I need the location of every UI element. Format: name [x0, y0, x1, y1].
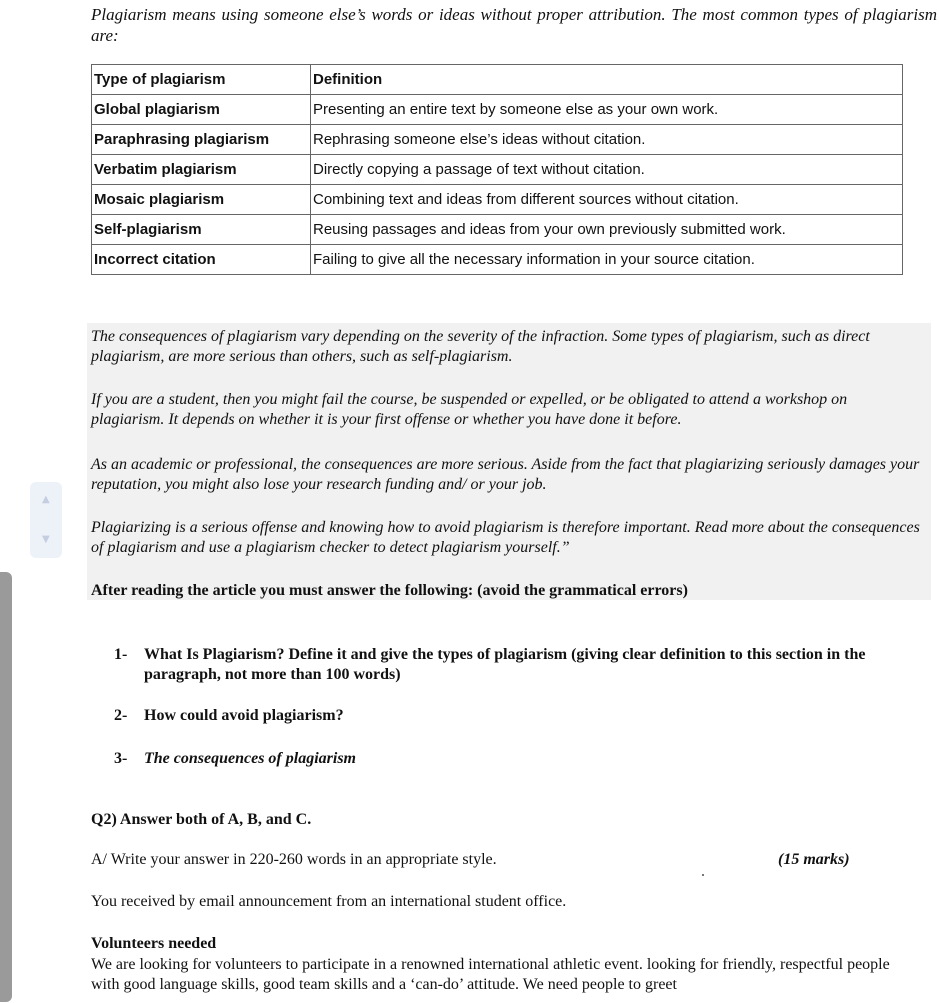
table-header-definition: Definition: [311, 65, 903, 95]
table-header-row: [92, 65, 903, 95]
table-row: [92, 245, 903, 275]
table-row: [92, 125, 903, 155]
chevron-down-icon[interactable]: ▼: [42, 534, 50, 545]
window-edge: [0, 572, 12, 1002]
marks-label: (15 marks): [778, 851, 850, 868]
table-cell-definition: Rephrasing someone else’s ideas without citation.: [311, 125, 903, 155]
table-cell-definition: Reusing passages and ideas from your own previously submitted work.: [311, 215, 903, 245]
table-header-type: Type of plagiarism: [92, 65, 311, 95]
table-row: [92, 215, 903, 245]
table-cell-definition: Presenting an entire text by someone else as your own work.: [311, 95, 903, 125]
table-row: [92, 155, 903, 185]
q2-heading: Q2) Answer both of A, B, and C.: [91, 811, 312, 828]
plagiarism-types-table: [91, 64, 903, 275]
volunteers-heading: Volunteers needed: [91, 935, 217, 952]
answer-instruction: After reading the article you must answer the following: (avoid the grammatical errors): [91, 582, 688, 599]
table-cell-type: Mosaic plagiarism: [92, 185, 311, 215]
table-cell-definition: Failing to give all the necessary information in your source citation.: [311, 245, 903, 275]
table-row: [92, 185, 903, 215]
volunteers-text: We are looking for volunteers to participate in a renowned international athletic event. looking for friendly, respectful people with good language skills, good team skills and a ‘can-do’ attitude. We need people to greet: [91, 956, 890, 993]
consequences-paragraph-2: If you are a student, then you might fail the course, be suspended or expelled, or be obligated to attend a workshop on plagiarism. It depends on whether it is your first offense or whether you have done it before.: [91, 391, 848, 428]
email-announcement-line: You received by email announcement from an international student office.: [91, 893, 567, 910]
table-cell-type: Paraphrasing plagiarism: [92, 125, 311, 155]
intro-paragraph: Plagiarism means using someone else’s words or ideas without proper attribution. The most common types of plagiarism are:: [91, 5, 937, 45]
page-nav-handle[interactable]: [30, 482, 62, 558]
table-cell-type: Global plagiarism: [92, 95, 311, 125]
table-cell-definition: Combining text and ideas from different sources without citation.: [311, 185, 903, 215]
table-cell-definition: Directly copying a passage of text without citation.: [311, 155, 903, 185]
consequences-paragraph-1: The consequences of plagiarism vary depending on the severity of the infraction. Some types of plagiarism, such as direct plagiarism, are more serious than others, such as self-plagiarism.: [91, 328, 870, 365]
table-cell-type: Self-plagiarism: [92, 215, 311, 245]
question-number: 1-: [114, 646, 128, 663]
consequences-paragraph-4: Plagiarizing is a serious offense and knowing how to avoid plagiarism is therefore important. Read more about the consequences of plagiarism and use a plagiarism checker to detect plagiarism yourself.”: [91, 519, 920, 556]
consequences-section: [87, 323, 931, 600]
table-cell-type: Verbatim plagiarism: [92, 155, 311, 185]
consequences-paragraph-3: As an academic or professional, the consequences are more serious. Aside from the fact that plagiarizing seriously damages your reputation, you might also lose your research funding and/ or your job.: [91, 456, 920, 493]
question-number: 2-: [114, 707, 128, 724]
question-number: 3-: [114, 750, 128, 767]
chevron-up-icon[interactable]: ▲: [42, 494, 50, 505]
question-text: What Is Plagiarism? Define it and give the types of plagiarism (giving clear definition to this section in the paragraph, not more than 100 words): [144, 646, 866, 683]
question-text: The consequences of plagiarism: [144, 750, 356, 767]
table-cell-type: Incorrect citation: [92, 245, 311, 275]
table-row: [92, 95, 903, 125]
stray-mark: [702, 874, 704, 876]
q2-a-prompt: A/ Write your answer in 220-260 words in an appropriate style.: [91, 851, 497, 868]
question-text: How could avoid plagiarism?: [144, 707, 344, 724]
